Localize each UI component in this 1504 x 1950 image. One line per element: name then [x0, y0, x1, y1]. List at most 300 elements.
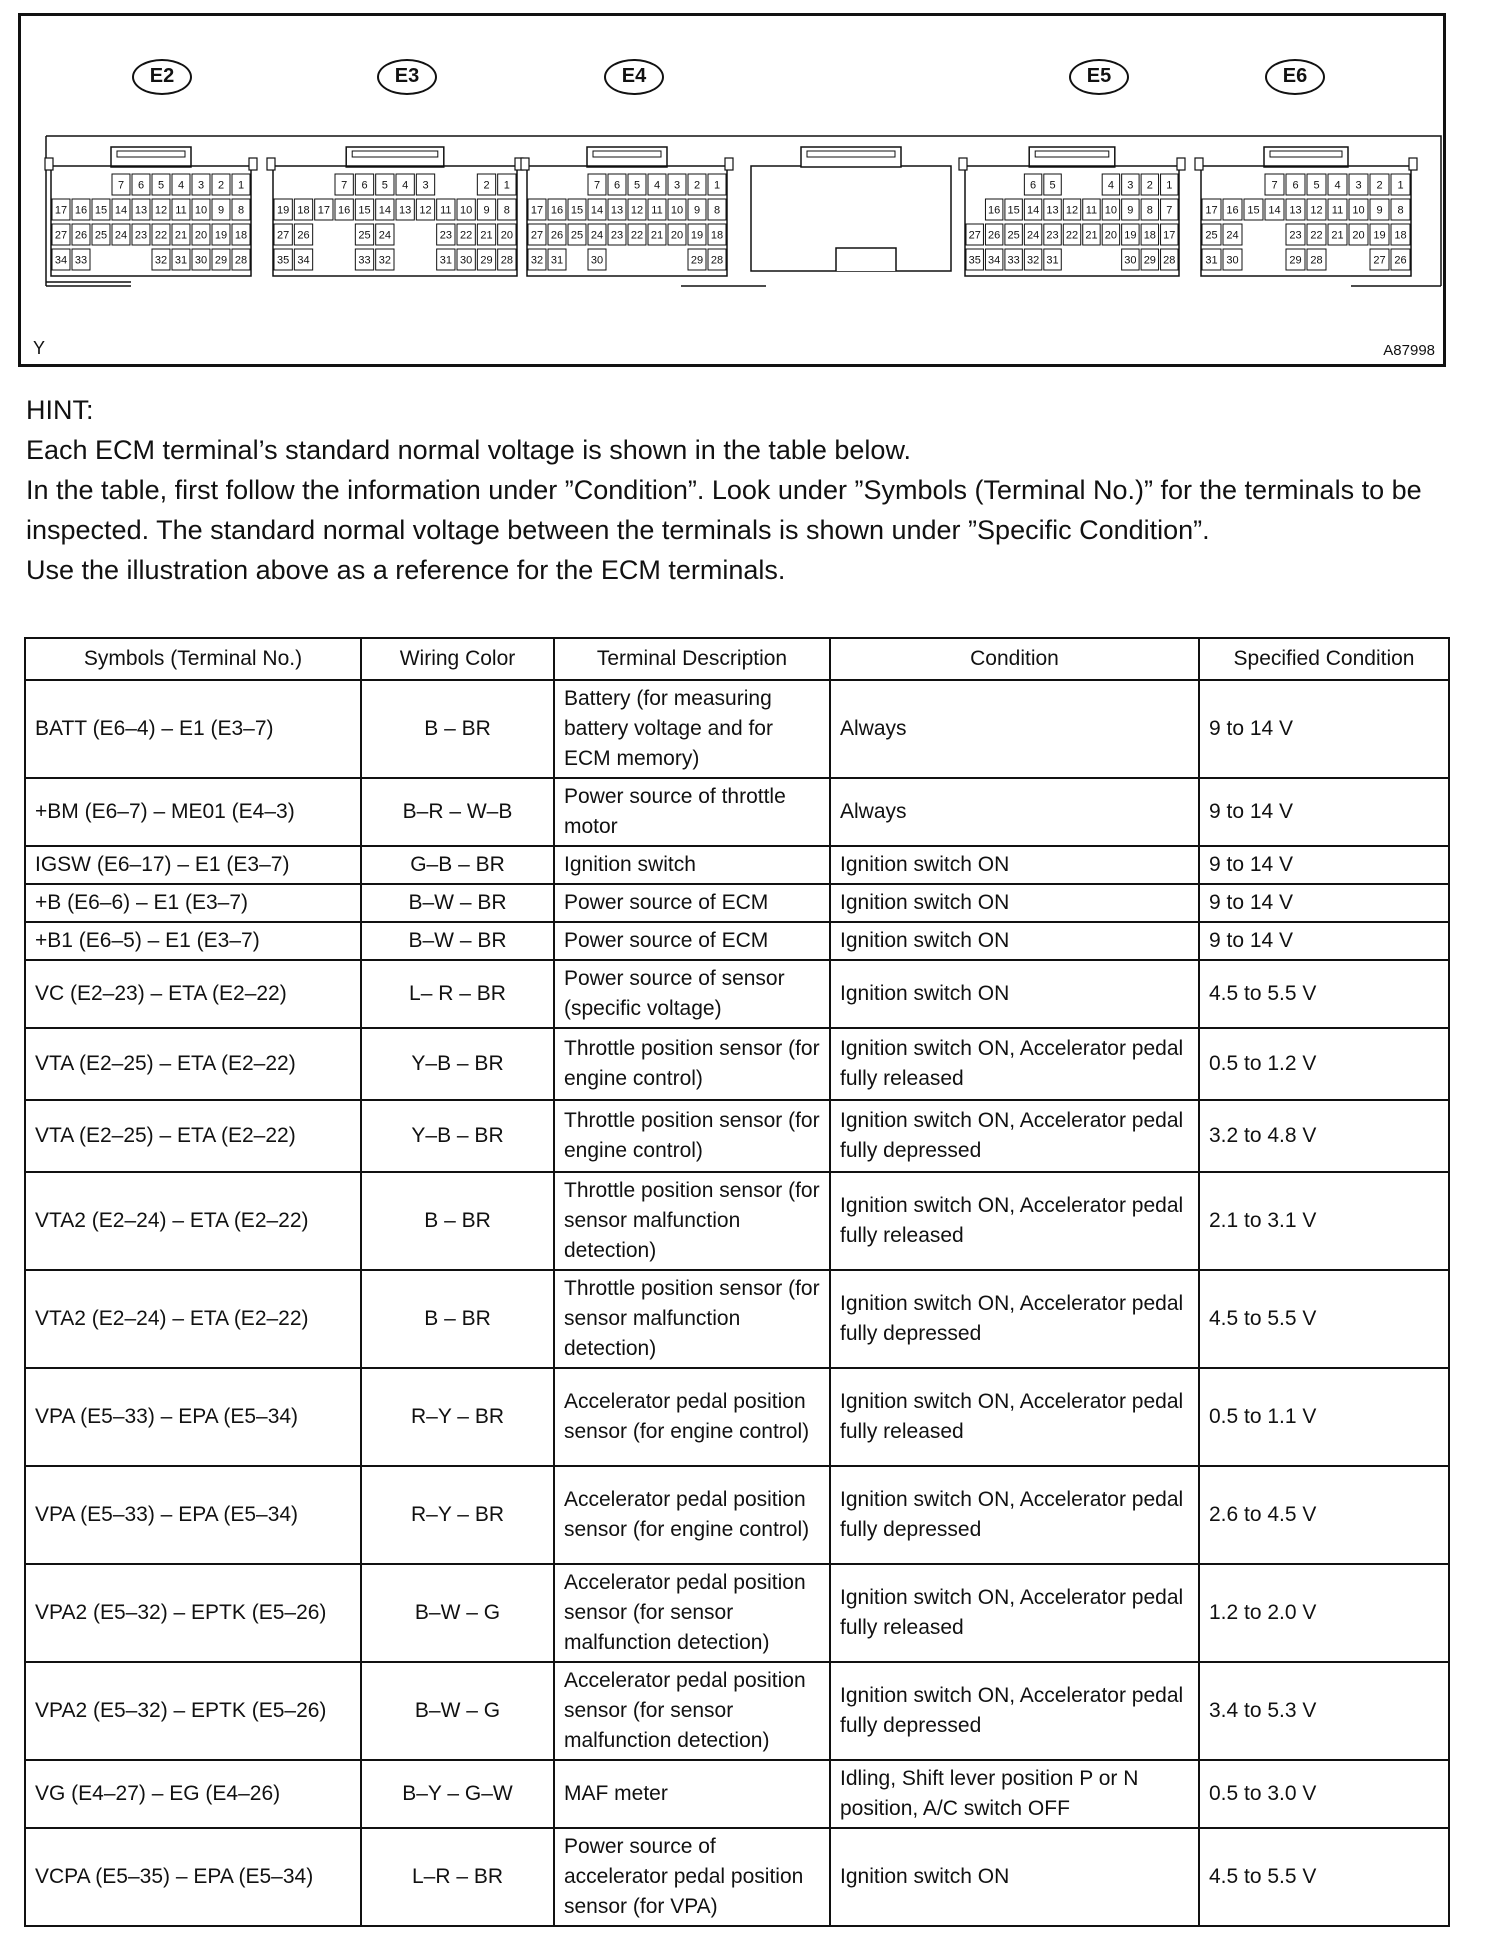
terminal-number: 29 — [1143, 254, 1156, 267]
terminal-number: 4 — [653, 179, 661, 192]
terminal-number: 32 — [154, 254, 168, 267]
terminal-number: 31 — [174, 254, 188, 267]
terminal-number: 35 — [968, 254, 981, 267]
terminal-number: 7 — [1166, 204, 1173, 217]
header-specified-condition: Specified Condition — [1199, 638, 1449, 680]
cell-condition: Ignition switch ON — [830, 922, 1199, 960]
terminal-number: 15 — [570, 204, 584, 217]
terminal-number: 10 — [1104, 204, 1118, 217]
terminal-number: 20 — [500, 229, 513, 242]
terminal-number: 18 — [1143, 229, 1156, 242]
cell-description: Ignition switch — [554, 846, 830, 884]
cell-symbols: VTA (E2–25) – ETA (E2–22) — [25, 1100, 361, 1172]
cell-symbols: VCPA (E5–35) – EPA (E5–34) — [25, 1828, 361, 1926]
connector-ear — [1195, 158, 1203, 170]
terminal-number: 16 — [74, 204, 88, 217]
terminal-voltage-table — [24, 637, 1450, 1927]
cell-specified-condition: 4.5 to 5.5 V — [1199, 1270, 1449, 1368]
terminal-number: 12 — [154, 204, 168, 217]
terminal-number: 31 — [1205, 254, 1218, 267]
terminal-number: 27 — [530, 229, 544, 242]
cell-specified-condition: 3.4 to 5.3 V — [1199, 1662, 1449, 1760]
terminal-number: 25 — [570, 229, 584, 242]
cell-symbols: VPA2 (E5–32) – EPTK (E5–26) — [25, 1564, 361, 1662]
cell-condition: Ignition switch ON — [830, 846, 1199, 884]
cell-specified-condition: 0.5 to 1.2 V — [1199, 1028, 1449, 1100]
terminal-number: 11 — [651, 204, 663, 217]
terminal-number: 9 — [483, 204, 490, 217]
cell-condition: Idling, Shift lever position P or N position, A/C switch OFF — [830, 1760, 1199, 1828]
terminal-number: 21 — [1331, 229, 1344, 242]
cell-condition: Ignition switch ON, Accelerator pedal fully released — [830, 1028, 1199, 1100]
cell-symbols: VPA (E5–33) – EPA (E5–34) — [25, 1368, 361, 1466]
connector-ear — [267, 158, 275, 170]
terminal-number: 23 — [1289, 229, 1302, 242]
cell-symbols: IGSW (E6–17) – E1 (E3–7) — [25, 846, 361, 884]
cell-wiring-color: B – BR — [361, 680, 554, 778]
connector-ear — [1177, 158, 1185, 170]
terminal-number: 26 — [550, 229, 564, 242]
cell-condition: Always — [830, 778, 1199, 846]
connector-ear — [725, 158, 733, 170]
cell-specified-condition: 9 to 14 V — [1199, 846, 1449, 884]
terminal-number: 19 — [690, 229, 704, 242]
terminal-number: 16 — [1226, 204, 1239, 217]
terminal-number: 31 — [550, 254, 564, 267]
cell-wiring-color: Y–B – BR — [361, 1100, 554, 1172]
blank-connector-slot — [807, 151, 895, 157]
terminal-number: 22 — [460, 229, 473, 242]
terminal-number: 4 — [1107, 179, 1114, 192]
terminal-number: 12 — [1065, 204, 1079, 217]
terminal-number: 13 — [1046, 204, 1059, 217]
terminal-number: 15 — [94, 204, 108, 217]
cell-condition: Ignition switch ON, Accelerator pedal fully released — [830, 1564, 1199, 1662]
terminal-number: 10 — [460, 204, 473, 217]
cell-condition: Ignition switch ON, Accelerator pedal fully released — [830, 1172, 1199, 1270]
cell-wiring-color: B–Y – G–W — [361, 1760, 554, 1828]
terminal-number: 13 — [1289, 204, 1302, 217]
terminal-number: 26 — [1394, 254, 1407, 267]
cell-description: Throttle position sensor (for sensor malfunction detection) — [554, 1270, 830, 1368]
terminal-number: 8 — [237, 204, 245, 217]
terminal-number: 11 — [1331, 204, 1344, 217]
cell-condition: Ignition switch ON — [830, 960, 1199, 1028]
cell-description: Power source of ECM — [554, 922, 830, 960]
terminal-number: 3 — [673, 179, 681, 192]
cell-description: Accelerator pedal position sensor (for engine control) — [554, 1368, 830, 1466]
cell-condition: Ignition switch ON, Accelerator pedal fully released — [830, 1368, 1199, 1466]
terminal-number: 29 — [690, 254, 704, 267]
cell-description: Power source of throttle motor — [554, 778, 830, 846]
connector-diagram — [21, 16, 1443, 364]
cell-specified-condition: 9 to 14 V — [1199, 884, 1449, 922]
table-row — [25, 1270, 1449, 1368]
terminal-number: 29 — [214, 254, 228, 267]
terminal-number: 6 — [361, 179, 368, 192]
terminal-number: 35 — [277, 254, 290, 267]
terminal-number: 23 — [134, 229, 148, 242]
cell-specified-condition: 3.2 to 4.8 V — [1199, 1100, 1449, 1172]
terminal-number: 22 — [630, 229, 644, 242]
cell-wiring-color: R–Y – BR — [361, 1368, 554, 1466]
terminal-number: 5 — [1313, 179, 1320, 192]
terminal-number: 24 — [114, 229, 128, 242]
connector-label-e4: E4 — [604, 59, 664, 95]
cell-description: Battery (for measuring battery voltage and for ECM memory) — [554, 680, 830, 778]
terminal-number: 2 — [217, 179, 225, 192]
hint-line-2: In the table, first follow the information under ”Condition”. Look under ”Symbols (Terminal No.)” for the terminals to be inspected. The standard normal voltage between the terminals is shown under ”Specific Condition”. — [26, 475, 1422, 545]
cell-symbols: +B1 (E6–5) – E1 (E3–7) — [25, 922, 361, 960]
terminal-number: 32 — [530, 254, 544, 267]
terminal-number: 29 — [480, 254, 493, 267]
connector-label-e5: E5 — [1069, 59, 1129, 95]
cell-wiring-color: L–R – BR — [361, 1828, 554, 1926]
terminal-number: 10 — [1352, 204, 1365, 217]
terminal-number: 17 — [530, 204, 544, 217]
cell-specified-condition: 0.5 to 1.1 V — [1199, 1368, 1449, 1466]
terminal-number: 28 — [1310, 254, 1323, 267]
terminal-number: 34 — [54, 254, 68, 267]
table-row — [25, 1368, 1449, 1466]
terminal-number: 19 — [1124, 229, 1137, 242]
terminal-number: 32 — [378, 254, 391, 267]
table-row — [25, 846, 1449, 884]
terminal-number: 5 — [381, 179, 388, 192]
terminal-number: 26 — [74, 229, 88, 242]
terminal-number: 20 — [670, 229, 684, 242]
terminal-number: 12 — [630, 204, 644, 217]
blank-connector-key — [836, 248, 896, 271]
terminal-number: 16 — [550, 204, 564, 217]
connector-ear — [521, 158, 529, 170]
terminal-number: 2 — [1146, 179, 1153, 192]
terminal-number: 15 — [1007, 204, 1020, 217]
terminal-number: 33 — [74, 254, 88, 267]
cell-wiring-color: G–B – BR — [361, 846, 554, 884]
terminal-number: 30 — [194, 254, 208, 267]
cell-wiring-color: L– R – BR — [361, 960, 554, 1028]
terminal-number: 3 — [1127, 179, 1134, 192]
terminal-number: 23 — [610, 229, 624, 242]
terminal-number: 18 — [234, 229, 248, 242]
cell-condition: Ignition switch ON, Accelerator pedal fully depressed — [830, 1270, 1199, 1368]
cell-specified-condition: 9 to 14 V — [1199, 778, 1449, 846]
terminal-number: 7 — [341, 179, 348, 192]
cell-specified-condition: 0.5 to 3.0 V — [1199, 1760, 1449, 1828]
terminal-number: 34 — [988, 254, 1001, 267]
terminal-number: 19 — [277, 204, 290, 217]
terminal-number: 21 — [1085, 229, 1098, 242]
terminal-number: 18 — [1394, 229, 1407, 242]
table-row — [25, 960, 1449, 1028]
terminal-number: 2 — [693, 179, 701, 192]
terminal-number: 25 — [358, 229, 371, 242]
terminal-number: 30 — [1226, 254, 1239, 267]
terminal-number: 1 — [1397, 179, 1404, 192]
terminal-number: 20 — [1352, 229, 1365, 242]
terminal-number: 6 — [1292, 179, 1299, 192]
hint-line-1: Each ECM terminal’s standard normal voltage is shown in the table below. — [26, 435, 911, 465]
terminal-number: 24 — [590, 229, 604, 242]
cell-symbols: VPA2 (E5–32) – EPTK (E5–26) — [25, 1662, 361, 1760]
connector-label-e3: E3 — [377, 59, 437, 95]
cell-description: Accelerator pedal position sensor (for sensor malfunction detection) — [554, 1662, 830, 1760]
cell-wiring-color: B–W – BR — [361, 884, 554, 922]
connector-ear — [959, 158, 967, 170]
cell-symbols: VC (E2–23) – ETA (E2–22) — [25, 960, 361, 1028]
terminal-number: 14 — [114, 204, 128, 217]
cell-wiring-color: B – BR — [361, 1270, 554, 1368]
cell-symbols: VG (E4–27) – EG (E4–26) — [25, 1760, 361, 1828]
cell-description: Power source of accelerator pedal position sensor (for VPA) — [554, 1828, 830, 1926]
connector-label-e2: E2 — [132, 59, 192, 95]
terminal-number: 8 — [1146, 204, 1153, 217]
terminal-number: 20 — [194, 229, 208, 242]
terminal-number: 14 — [590, 204, 604, 217]
connector-latch-slot — [352, 151, 438, 157]
terminal-number: 14 — [1268, 204, 1281, 217]
terminal-number: 15 — [358, 204, 371, 217]
terminal-number: 3 — [1355, 179, 1362, 192]
terminal-number: 24 — [1226, 229, 1239, 242]
terminal-number: 17 — [317, 204, 330, 217]
cell-symbols: BATT (E6–4) – E1 (E3–7) — [25, 680, 361, 778]
connector-ear — [249, 158, 257, 170]
terminal-number: 28 — [710, 254, 724, 267]
table-row — [25, 1828, 1449, 1926]
connector-ear — [1409, 158, 1417, 170]
terminal-number: 19 — [214, 229, 228, 242]
terminal-number: 22 — [154, 229, 168, 242]
terminal-number: 3 — [422, 179, 429, 192]
terminal-number: 24 — [1026, 229, 1040, 242]
terminal-number: 1 — [503, 179, 510, 192]
cell-specified-condition: 9 to 14 V — [1199, 680, 1449, 778]
terminal-number: 12 — [419, 204, 432, 217]
hint-block — [26, 390, 1456, 590]
cell-specified-condition: 1.2 to 2.0 V — [1199, 1564, 1449, 1662]
terminal-number: 5 — [157, 179, 165, 192]
terminal-number: 31 — [1046, 254, 1059, 267]
terminal-number: 4 — [177, 179, 185, 192]
terminal-number: 26 — [988, 229, 1001, 242]
table-row — [25, 1028, 1449, 1100]
header-condition: Condition — [830, 638, 1199, 680]
terminal-number: 3 — [197, 179, 205, 192]
terminal-number: 6 — [613, 179, 621, 192]
cell-wiring-color: B–R – W–B — [361, 778, 554, 846]
cell-description: Throttle position sensor (for engine control) — [554, 1028, 830, 1100]
terminal-number: 5 — [1049, 179, 1056, 192]
cell-wiring-color: R–Y – BR — [361, 1466, 554, 1564]
terminal-number: 9 — [217, 204, 225, 217]
table-row — [25, 884, 1449, 922]
terminal-number: 25 — [94, 229, 108, 242]
terminal-number: 16 — [988, 204, 1001, 217]
table-header-row — [25, 638, 1449, 680]
terminal-number: 7 — [593, 179, 601, 192]
cell-wiring-color: B–W – BR — [361, 922, 554, 960]
cell-specified-condition: 4.5 to 5.5 V — [1199, 1828, 1449, 1926]
terminal-number: 26 — [297, 229, 310, 242]
terminal-number: 4 — [402, 179, 409, 192]
cell-wiring-color: Y–B – BR — [361, 1028, 554, 1100]
terminal-number: 17 — [1163, 229, 1176, 242]
terminal-number: 5 — [633, 179, 641, 192]
terminal-number: 12 — [1310, 204, 1323, 217]
terminal-number: 34 — [297, 254, 310, 267]
cell-condition: Ignition switch ON — [830, 884, 1199, 922]
terminal-number: 30 — [1124, 254, 1137, 267]
table-row — [25, 1466, 1449, 1564]
terminal-number: 6 — [137, 179, 145, 192]
terminal-number: 31 — [439, 254, 452, 267]
cell-wiring-color: B – BR — [361, 1172, 554, 1270]
cell-description: MAF meter — [554, 1760, 830, 1828]
terminal-number: 13 — [399, 204, 412, 217]
terminal-number: 2 — [1376, 179, 1383, 192]
cell-condition: Ignition switch ON, Accelerator pedal fully depressed — [830, 1662, 1199, 1760]
terminal-number: 28 — [234, 254, 248, 267]
terminal-number: 11 — [175, 204, 187, 217]
terminal-number: 25 — [1007, 229, 1020, 242]
terminal-number: 14 — [1026, 204, 1040, 217]
hint-line-3: Use the illustration above as a reference for the ECM terminals. — [26, 555, 786, 585]
connector-ear — [45, 158, 53, 170]
terminal-number: 23 — [1046, 229, 1059, 242]
cell-symbols: VTA2 (E2–24) – ETA (E2–22) — [25, 1270, 361, 1368]
terminal-number: 7 — [1271, 179, 1278, 192]
table-row — [25, 1172, 1449, 1270]
terminal-number: 9 — [1376, 204, 1383, 217]
header-terminal-description: Terminal Description — [554, 638, 830, 680]
cell-symbols: VPA (E5–33) – EPA (E5–34) — [25, 1466, 361, 1564]
terminal-number: 17 — [54, 204, 68, 217]
table-row — [25, 1760, 1449, 1828]
terminal-number: 24 — [378, 229, 391, 242]
terminal-number: 8 — [503, 204, 510, 217]
cell-description: Accelerator pedal position sensor (for sensor malfunction detection) — [554, 1564, 830, 1662]
table-row — [25, 1100, 1449, 1172]
cell-condition: Ignition switch ON, Accelerator pedal fully depressed — [830, 1466, 1199, 1564]
cell-wiring-color: B–W – G — [361, 1564, 554, 1662]
terminal-number: 21 — [650, 229, 664, 242]
terminal-number: 21 — [480, 229, 493, 242]
terminal-number: 29 — [1289, 254, 1302, 267]
terminal-number: 25 — [1205, 229, 1218, 242]
terminal-number: 28 — [500, 254, 513, 267]
connector-latch-slot — [1270, 151, 1342, 157]
terminal-number: 18 — [710, 229, 724, 242]
table-row — [25, 1564, 1449, 1662]
cell-specified-condition: 2.1 to 3.1 V — [1199, 1172, 1449, 1270]
cell-description: Power source of ECM — [554, 884, 830, 922]
connector-latch-slot — [593, 151, 661, 157]
terminal-number: 10 — [194, 204, 208, 217]
terminal-number: 16 — [338, 204, 351, 217]
terminal-number: 2 — [483, 179, 490, 192]
terminal-number: 8 — [1397, 204, 1404, 217]
connector-label-e6: E6 — [1265, 59, 1325, 95]
cell-specified-condition: 2.6 to 4.5 V — [1199, 1466, 1449, 1564]
cell-description: Throttle position sensor (for sensor malfunction detection) — [554, 1172, 830, 1270]
figure-corner-letter: Y — [33, 338, 46, 358]
terminal-number: 9 — [1127, 204, 1134, 217]
terminal-number: 27 — [54, 229, 68, 242]
cell-wiring-color: B–W – G — [361, 1662, 554, 1760]
terminal-number: 10 — [670, 204, 684, 217]
cell-specified-condition: 4.5 to 5.5 V — [1199, 960, 1449, 1028]
hint-heading: HINT: — [26, 395, 94, 425]
table-row — [25, 778, 1449, 846]
terminal-number: 1 — [713, 179, 721, 192]
figure-code: A87998 — [1383, 342, 1435, 359]
terminal-number: 6 — [1030, 179, 1037, 192]
terminal-number: 14 — [378, 204, 391, 217]
terminal-number: 13 — [134, 204, 148, 217]
terminal-number: 30 — [590, 254, 604, 267]
terminal-number: 32 — [1026, 254, 1040, 267]
cell-symbols: +BM (E6–7) – ME01 (E4–3) — [25, 778, 361, 846]
terminal-number: 20 — [1104, 229, 1118, 242]
cell-condition: Ignition switch ON — [830, 1828, 1199, 1926]
terminal-number: 11 — [1085, 204, 1098, 217]
terminal-number: 30 — [460, 254, 473, 267]
terminal-number: 21 — [174, 229, 188, 242]
cell-symbols: VTA (E2–25) – ETA (E2–22) — [25, 1028, 361, 1100]
cell-condition: Ignition switch ON, Accelerator pedal fully depressed — [830, 1100, 1199, 1172]
terminal-number: 18 — [297, 204, 310, 217]
terminal-number: 9 — [693, 204, 701, 217]
terminal-number: 23 — [439, 229, 452, 242]
terminal-number: 19 — [1373, 229, 1386, 242]
terminal-number: 1 — [237, 179, 245, 192]
terminal-number: 27 — [968, 229, 981, 242]
ecm-connector-figure — [18, 13, 1446, 367]
table-row — [25, 680, 1449, 778]
terminal-number: 27 — [1373, 254, 1386, 267]
terminal-number: 11 — [440, 204, 452, 217]
terminal-number: 33 — [358, 254, 371, 267]
terminal-number: 28 — [1163, 254, 1176, 267]
terminal-number: 8 — [713, 204, 721, 217]
terminal-number: 13 — [610, 204, 624, 217]
cell-specified-condition: 9 to 14 V — [1199, 922, 1449, 960]
terminal-number: 7 — [117, 179, 125, 192]
table-row — [25, 922, 1449, 960]
cell-condition: Always — [830, 680, 1199, 778]
terminal-number: 22 — [1065, 229, 1079, 242]
terminal-number: 15 — [1247, 204, 1260, 217]
header-symbols: Symbols (Terminal No.) — [25, 638, 361, 680]
terminal-number: 33 — [1007, 254, 1020, 267]
cell-symbols: VTA2 (E2–24) – ETA (E2–22) — [25, 1172, 361, 1270]
terminal-number: 22 — [1310, 229, 1323, 242]
connector-latch-slot — [117, 151, 185, 157]
cell-description: Power source of sensor (specific voltage) — [554, 960, 830, 1028]
terminal-number: 27 — [277, 229, 290, 242]
table-row — [25, 1662, 1449, 1760]
header-wiring-color: Wiring Color — [361, 638, 554, 680]
cell-description: Accelerator pedal position sensor (for engine control) — [554, 1466, 830, 1564]
terminal-number: 1 — [1166, 179, 1173, 192]
cell-symbols: +B (E6–6) – E1 (E3–7) — [25, 884, 361, 922]
connector-latch-slot — [1035, 151, 1109, 157]
terminal-number: 4 — [1334, 179, 1341, 192]
cell-description: Throttle position sensor (for engine control) — [554, 1100, 830, 1172]
terminal-number: 17 — [1205, 204, 1218, 217]
